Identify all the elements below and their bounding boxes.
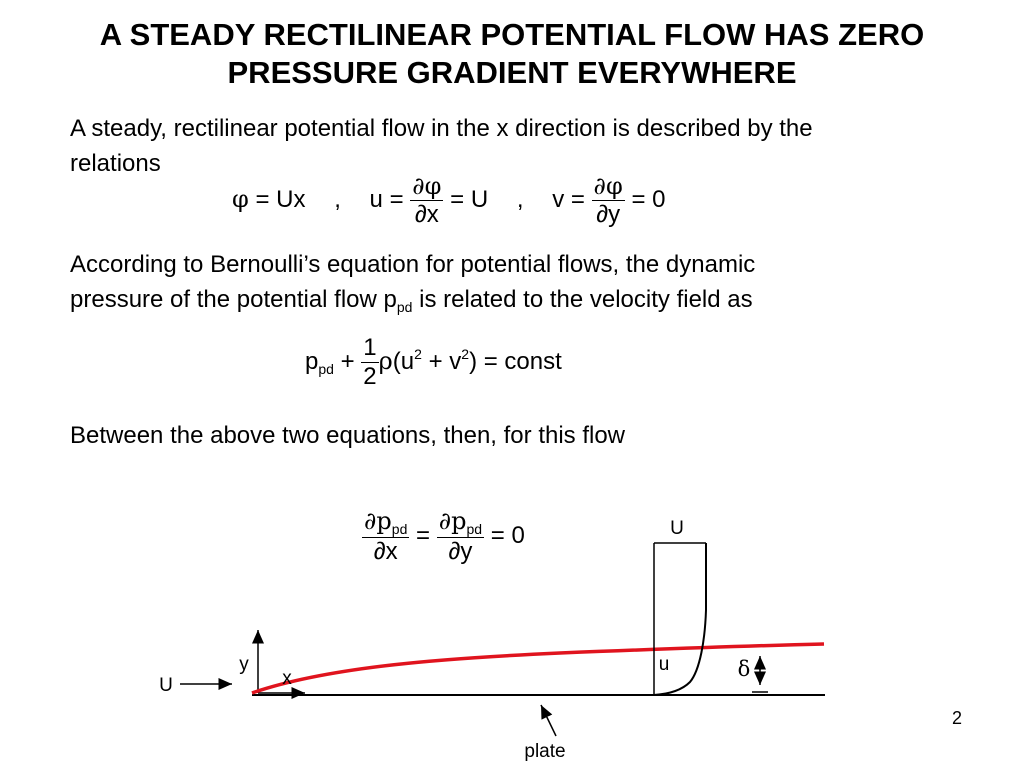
plus-sign: + — [340, 347, 355, 375]
comma: , — [516, 185, 524, 213]
equals-sign: = — [490, 521, 505, 549]
subscript-pd: pd — [396, 299, 413, 315]
close-paren: ) — [469, 347, 478, 375]
title-line-2: PRESSURE GRADIENT EVERYWHERE — [227, 55, 797, 90]
label-U-left: U — [159, 675, 173, 696]
partial-p: ∂p — [438, 507, 467, 535]
numerator: ∂φ — [593, 172, 623, 200]
plate-pointer-arrow — [541, 705, 556, 736]
subscript-pd: pd — [318, 360, 334, 377]
comma: , — [334, 185, 341, 213]
equals-sign: = — [631, 185, 646, 213]
denominator: ∂x — [410, 200, 443, 229]
term-zero: 0 — [652, 185, 666, 213]
term-p: p — [305, 347, 319, 375]
superscript-2: 2 — [461, 345, 470, 362]
partial-p: ∂p — [364, 507, 392, 535]
term-u: u — [369, 185, 383, 213]
denominator: ∂y — [592, 200, 625, 229]
label-x: x — [282, 668, 292, 689]
label-delta: δ — [737, 657, 751, 681]
equals-sign: = — [416, 521, 431, 549]
term-Ux: Ux — [276, 185, 306, 213]
term-v: v — [449, 347, 462, 375]
equals-sign: = — [255, 185, 270, 213]
superscript-2: 2 — [414, 345, 422, 362]
plus-sign: + — [428, 347, 443, 375]
paragraph-2-text: pressure of the potential flow p — [70, 286, 397, 313]
equals-sign: = — [483, 347, 498, 375]
phi-symbol: φ — [232, 184, 249, 213]
paragraph-1-line-1: A steady, rectilinear potential flow in the x direction is described by the — [70, 115, 813, 142]
paragraph-3: Between the above two equations, then, for this flow — [70, 422, 626, 449]
label-U-top: U — [670, 518, 684, 539]
paragraph-2-line-1: According to Bernoulli’s equation for potential flows, the dynamic — [70, 251, 756, 278]
page-number: 2 — [951, 708, 962, 728]
numerator: ∂φ — [412, 172, 442, 200]
term-v: v — [552, 185, 565, 213]
rho-symbol: ρ — [378, 346, 393, 375]
label-plate: plate — [524, 741, 566, 762]
equals-sign: = — [450, 185, 465, 213]
term-const: const — [504, 347, 562, 375]
open-paren-u: (u — [392, 347, 415, 375]
numerator: 1 — [363, 334, 377, 361]
equals-sign: = — [389, 185, 404, 213]
term-zero: 0 — [511, 521, 525, 549]
paragraph-1-line-2: relations — [70, 150, 161, 177]
title-line-1: A STEADY RECTILINEAR POTENTIAL FLOW HAS ZERO — [99, 17, 925, 52]
subscript-pd: pd — [466, 521, 483, 537]
denominator: 2 — [363, 363, 377, 390]
equals-sign: = — [570, 185, 585, 213]
denominator: ∂y — [437, 537, 484, 566]
paragraph-2-text-end: is related to the velocity field as — [412, 286, 753, 313]
denominator: ∂x — [362, 537, 409, 566]
term-U: U — [470, 185, 489, 213]
subscript-pd: pd — [391, 521, 408, 537]
label-u: u — [658, 654, 670, 675]
label-y: y — [239, 654, 249, 675]
